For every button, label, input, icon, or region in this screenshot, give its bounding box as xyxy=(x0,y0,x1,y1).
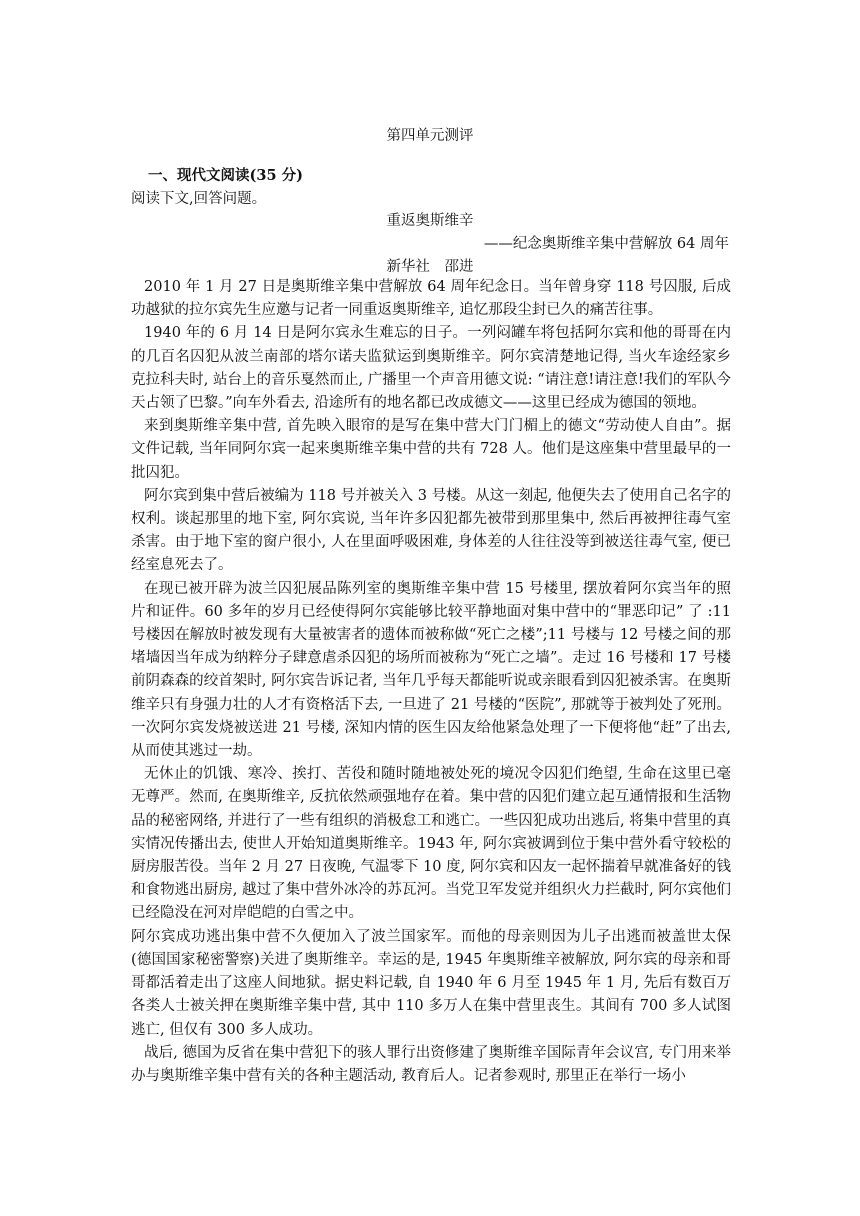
byline xyxy=(0,255,860,276)
page-title: 第四单元测评 xyxy=(386,128,474,144)
article-title: 重返奥斯维辛 xyxy=(386,213,474,229)
paragraph: 1940 年的 6 月 14 日是阿尔宾永生难忘的日子。一列闷罐车将包括阿尔宾和他的哥哥在内的几百名囚犯从波兰南部的塔尔诺夫监狱运到奥斯维辛。阿尔宾清楚地记得, 当火车途经家乡克拉科夫时, 站台上的音乐戛然而止, 广播里一个声音用德文说: “请注意!请注意!我们的军队今天占领了巴黎。”向车外看去, 沿途所有的地名都已改成德文——这里已经成为德国的领地。 xyxy=(131,325,731,412)
paragraph: 来到奥斯维辛集中营, 首先映入眼帘的是写在集中营大门门楣上的德文“劳动使人自由”。据文件记载, 当年同阿尔宾一起来奥斯维辛集中营的共有 728 人。他们是这座集中营里最早的一批囚犯。 xyxy=(131,418,731,481)
section-heading: 一、现代文阅读(35 分) xyxy=(148,167,303,184)
paragraph: 无休止的饥饿、寒冷、挨打、苦役和随时随地被处死的境况令囚犯们绝望, 生命在这里已毫无尊严。然而, 在奥斯维辛, 反抗依然顽强地存在着。集中营的囚犯们建立起互通情报和生活物品的秘密网络, 并进行了一些有组织的消极怠工和逃亡。一些囚犯成功出逃后, 将集中营里的真实情况传播出去, 使世人开始知道奥斯维辛。1943 年, 阿尔宾被调到位于集中营外看守较松的厨房服苦役。当年 2 月 27 日夜晚, 气温零下 10 度, 阿尔宾和囚友一起怀揣着早就准备好的钱和食物逃出厨房, 越过了集中营外冰冷的苏瓦河。当党卫军发觉并组织火力拦截时, 阿尔宾他们已经隐没在河对岸皑皑的白雪之中。 xyxy=(131,766,731,922)
byline-agency: 新华社 xyxy=(386,259,430,275)
byline-author: 邵进 xyxy=(444,259,474,275)
paragraph: 阿尔宾到集中营后被编为 118 号并被关入 3 号楼。从这一刻起, 他便失去了使用自己名字的权利。谈起那里的地下室, 阿尔宾说, 当年许多囚犯都先被带到那里集中, 然后再被押往毒气室杀害。由于地下室的窗户很小, 人在里面呼吸困难, 身体差的人往往没等到被送往毒气室, 便已经室息死去了。 xyxy=(131,487,731,574)
article-subtitle: ——纪念奥斯维辛集中营解放 64 周年 xyxy=(483,236,729,252)
paragraph: 战后, 德国为反省在集中营犯下的骇人罪行出资修建了奥斯维辛国际青年会议宫, 专门用来举办与奥斯维辛集中营有关的各种主题活动, 教育后人。记者参观时, 那里正在举行一场小 xyxy=(131,1044,731,1084)
paragraph: 2010 年 1 月 27 日是奥斯维辛集中营解放 64 周年纪念日。当年曾身穿 118 号囚服, 后成功越狱的拉尔宾先生应邀与记者一同重返奥斯维辛, 追忆那段尘封已久的痛苦往事。 xyxy=(131,279,731,319)
instruction-text: 阅读下文,回答问题。 xyxy=(131,191,267,207)
paragraph: 在现已被开辟为波兰囚犯展品陈列室的奥斯维辛集中营 15 号楼里, 摆放着阿尔宾当年的照片和证件。60 多年的岁月已经使得阿尔宾能够比较平静地面对集中营中的“罪恶印记” 了 :11 号楼因在解放时被发现有大量被害者的遗体而被称做“死亡之楼”;11 号楼与 12 号楼之间的那堵墙因当年成为纳粹分子肆意虐杀囚犯的场所而被称为“死亡之墙”。走过 16 号楼和 17 号楼前阴森森的绞首架时, 阿尔宾告诉记者, 当年几乎每天都能听说或亲眼看到囚犯被杀害。在奥斯维辛只有身强力壮的人才有资格活下去, 一旦进了 21 号楼的“医院”, 那就等于被判处了死刑。一次阿尔宾发烧被送进 21 号楼, 深知内情的医生囚友给他紧急处理了一下便将他“赶”了出去, 从而使其逃过一劫。 xyxy=(131,580,731,760)
paragraph: 阿尔宾成功逃出集中营不久便加入了波兰国家军。而他的母亲则因为儿子出逃而被盖世太保(德国国家秘密警察)关进了奥斯维辛。幸运的是, 1945 年奥斯维辛被解放, 阿尔宾的母亲和哥哥都活着走出了这座人间地狱。据史料记载, 自 1940 年 6 月至 1945 年 1 月, 先后有数百万各类人士被关押在奥斯维辛集中营, 其中 110 多万人在集中营里丧生。其间有 700 多人试图逃亡, 但仅有 300 多人成功。 xyxy=(131,928,731,1038)
article-body xyxy=(131,276,731,1088)
